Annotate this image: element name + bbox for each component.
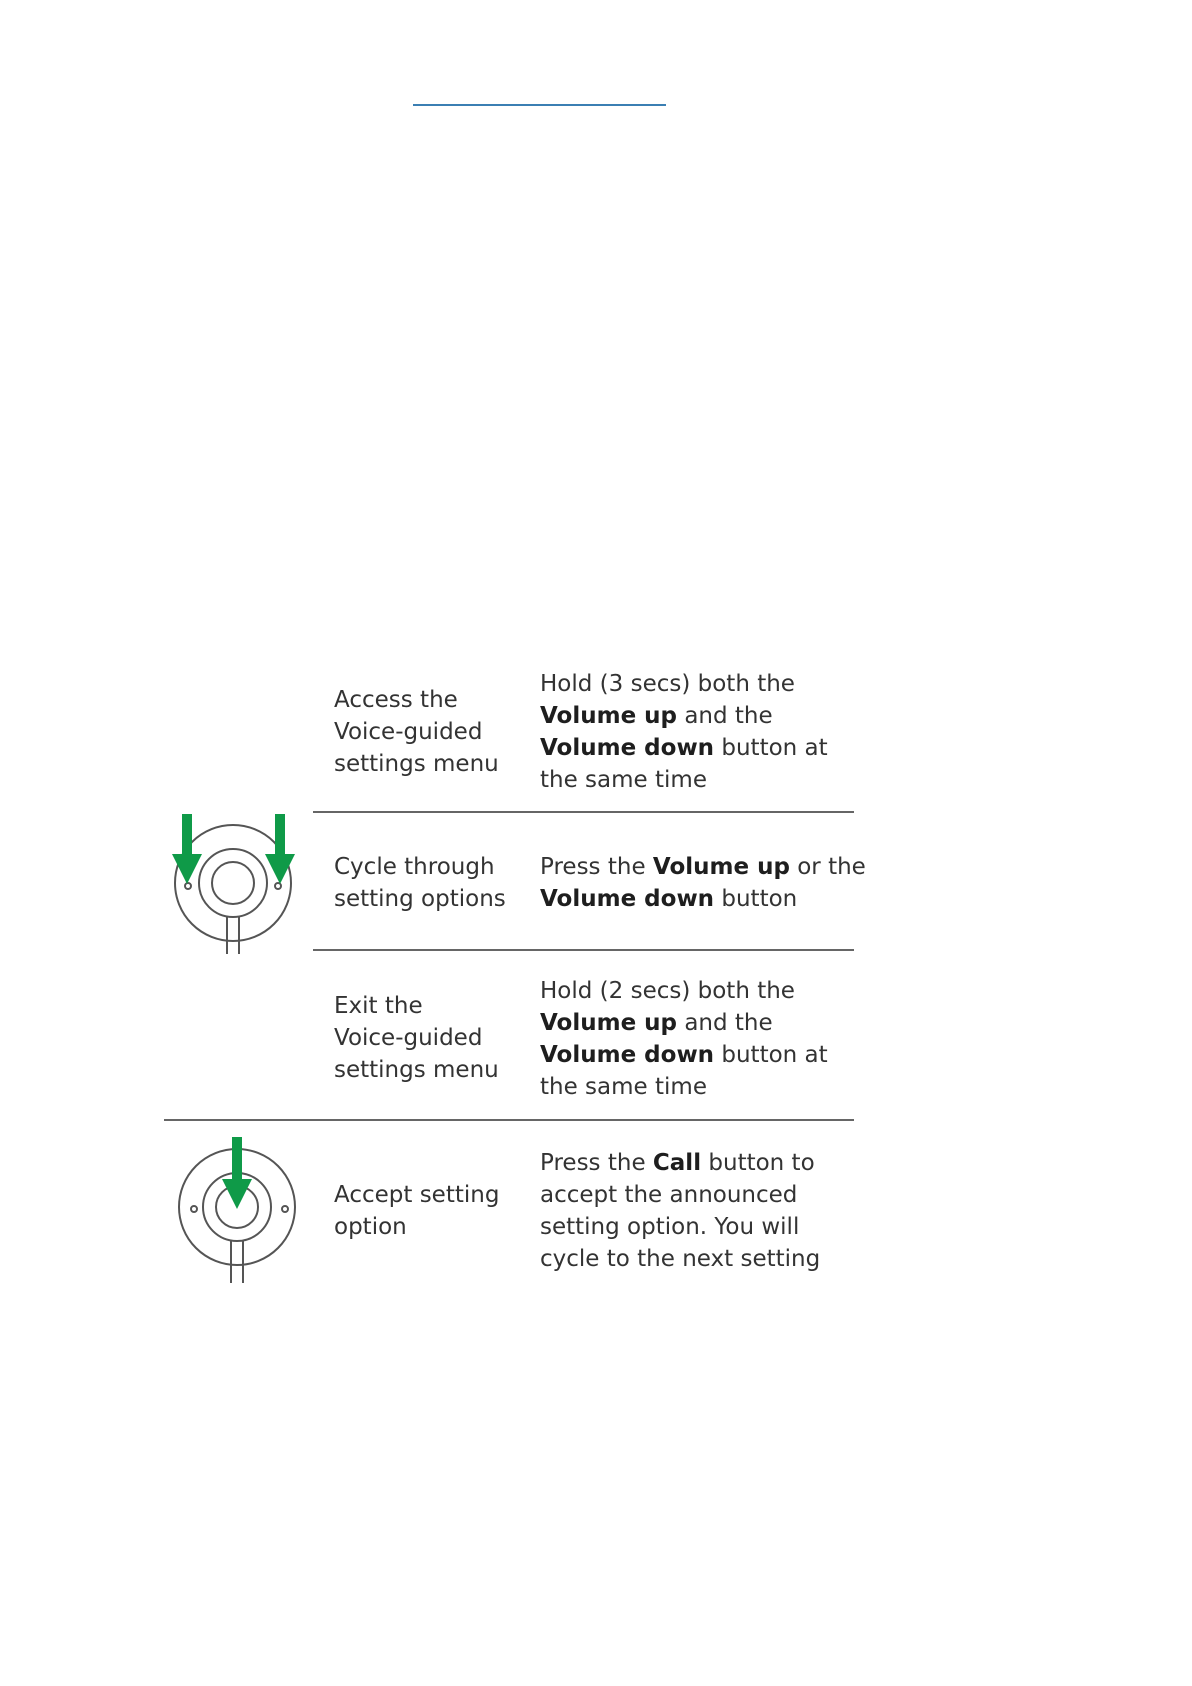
button-name: Volume up <box>540 703 678 729</box>
description-line <box>540 764 870 796</box>
desc-exit-settings <box>540 975 870 1103</box>
description-line <box>540 1147 870 1179</box>
action-line: setting options <box>334 886 506 912</box>
description-text: cycle to the next setting <box>540 1246 821 1272</box>
description-line <box>540 668 870 700</box>
description-line <box>540 851 870 883</box>
action-cycle-options <box>334 851 534 915</box>
headset-call-button-icon <box>174 1133 302 1283</box>
row-divider <box>313 811 854 813</box>
action-line: Cycle through <box>334 854 495 880</box>
row-divider <box>164 1119 854 1121</box>
action-line: Voice-guided <box>334 719 483 745</box>
action-line: settings menu <box>334 1057 499 1083</box>
action-line: option <box>334 1214 407 1240</box>
description-line <box>540 1039 870 1071</box>
description-text: Press the <box>540 1150 653 1176</box>
description-text: Hold (3 secs) both the <box>540 671 795 697</box>
action-line: Access the <box>334 687 458 713</box>
button-name: Volume down <box>540 1042 715 1068</box>
description-line <box>540 1071 870 1103</box>
description-text: button to <box>701 1150 815 1176</box>
description-text: button <box>714 886 798 912</box>
description-text: or the <box>789 854 866 880</box>
desc-access-settings <box>540 668 870 796</box>
action-accept-option <box>334 1179 534 1243</box>
button-name: Call <box>652 1150 702 1176</box>
row-divider <box>313 949 854 951</box>
description-text: Press the <box>540 854 653 880</box>
action-line: Accept setting <box>334 1182 500 1208</box>
action-line: Voice-guided <box>334 1025 483 1051</box>
description-text: the same time <box>540 767 707 793</box>
button-name: Volume up <box>540 1010 678 1036</box>
desc-cycle-options <box>540 851 870 915</box>
button-name: Volume down <box>540 886 715 912</box>
description-text: button at <box>714 735 828 761</box>
button-name: Volume down <box>540 735 715 761</box>
description-line <box>540 1007 870 1039</box>
description-line <box>540 1243 870 1275</box>
description-text: and the <box>677 1010 773 1036</box>
description-line <box>540 975 870 1007</box>
description-text: and the <box>677 703 773 729</box>
description-line <box>540 883 870 915</box>
description-text: Hold (2 secs) both the <box>540 978 795 1004</box>
headset-volume-buttons-icon <box>168 808 300 954</box>
description-line <box>540 732 870 764</box>
description-text: setting option. You will <box>540 1214 800 1240</box>
action-line: settings menu <box>334 751 499 777</box>
description-text: the same time <box>540 1074 707 1100</box>
description-line <box>540 1179 870 1211</box>
description-line <box>540 700 870 732</box>
description-text: button at <box>714 1042 828 1068</box>
button-name: Volume up <box>652 854 790 880</box>
description-text: accept the announced <box>540 1182 798 1208</box>
action-line: Exit the <box>334 993 423 1019</box>
action-access-settings <box>334 684 534 780</box>
desc-accept-option <box>540 1147 870 1275</box>
action-exit-settings <box>334 990 534 1086</box>
description-line <box>540 1211 870 1243</box>
